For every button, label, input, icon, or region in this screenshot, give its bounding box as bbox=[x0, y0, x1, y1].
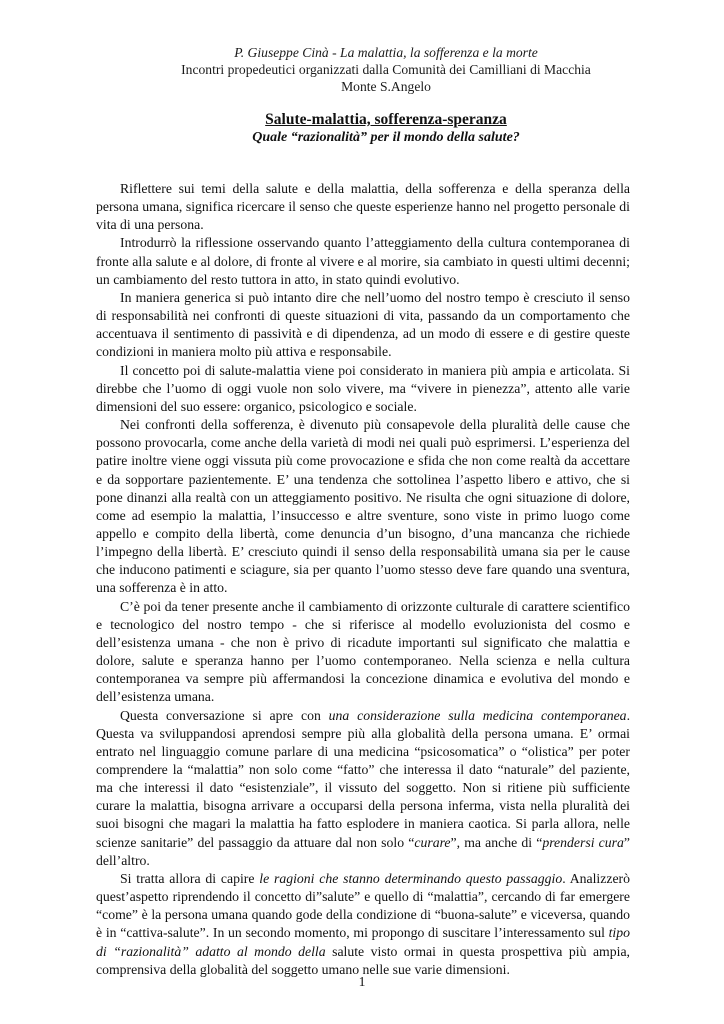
body-paragraph bbox=[96, 870, 630, 979]
paragraph-text: Riflettere sui temi della salute e della malattia, della sofferenza e della speranza della persona umana, significa ricercare il senso che queste esperienze hanno nel progetto personale di vita di una persona. bbox=[96, 181, 630, 233]
header-author-line: P. Giuseppe Cinà - La malattia, la sofferenza e la morte bbox=[234, 45, 538, 60]
paragraph-text: . Analizzerò quest’aspetto riprendendo il concetto di”salute” e quello di “malattia”, cercando di far emergere “come” è la persona umana quando gode della condizione di “buona-salute” e viceversa, quando è in “cattiva-salute”. In un secondo momento, mi propongo di suscitare l’interessamento sul bbox=[96, 870, 630, 941]
page-number: 1 bbox=[358, 974, 366, 989]
body-paragraph bbox=[96, 289, 630, 362]
paragraph-italic-text: curare bbox=[414, 834, 451, 850]
document-subtitle: Quale “razionalità” per il mondo della salute? bbox=[252, 130, 520, 145]
body-paragraph bbox=[96, 234, 630, 288]
paragraph-text: ” dell’altro. bbox=[96, 834, 630, 868]
paragraph-text: Introdurrò la riflessione osservando quanto l’atteggiamento della cultura contemporanea di fronte alla salute e al dolore, di fronte al vivere e al morire, sia cambiato in questi ultimi decenni; un cambiamento del resto tuttora in atto, in stato quindi evolutivo. bbox=[96, 235, 630, 287]
paragraph-text: Nei confronti della sofferenza, è divenuto più consapevole della pluralità delle cause che possono provocarla, come anche della varietà di modi nei quali può esprimersi. L’esperienza del patire inoltre viene oggi vissuta più come provocazione e sfida che non come realtà da accettare e da sopportare pazientemente. E’ una tendenza che sottolinea l’aspetto libero e attivo, che si pone dinanzi alla realtà con un atteggiamento positivo. Ne risulta che ogni situazione di dolore, come ad esempio la malattia, l’insuccesso e altre sventure, sono viste in primo luogo come appello e compito della libertà, come denuncia d’un bisogno, d’una mancanza che richiede l’impegno della libertà. E’ cresciuto quindi il senso della responsabilità umana sia per le cause che inducono patimenti e sciagure, sia per quanto l’uomo stesso deve fare quando una sventura, una sofferenza è in atto. bbox=[96, 417, 630, 596]
header-location-line: Monte S.Angelo bbox=[341, 79, 431, 94]
body-paragraph bbox=[96, 707, 630, 870]
body-paragraph bbox=[96, 180, 630, 234]
paragraph-text: . Questa va sviluppandosi aprendosi sempre più alla globalità della persona umana. E’ ormai entrato nel linguaggio comune parlare di una medicina “psicosomatica” o “olistica” per poter comprendere la “malattia” non solo come “fatto” che interessa il dato “naturale” del paziente, ma che interessi il dato “esistenziale”, il vissuto del soggetto. Non si ritiene più sufficiente curare la malattia, bisogna arrivare a occuparsi della persona inferma, vista nella pluralità dei suoi bisogni che magari la malattia ha fatto esplodere in maniera caotica. Si parla allora, nelle scienze sanitarie” del passaggio da attuare dal non solo “ bbox=[96, 707, 630, 850]
page-header bbox=[96, 44, 676, 95]
paragraph-italic-text: una considerazione sulla medicina contemporanea bbox=[328, 707, 627, 723]
document-title: Salute-malattia, sofferenza-speranza bbox=[265, 111, 507, 128]
header-organizer-line: Incontri propedeutici organizzati dalla Comunità dei Camilliani di Macchia bbox=[181, 62, 591, 77]
paragraph-text: Si tratta allora di capire bbox=[120, 870, 260, 886]
paragraph-italic-text: le ragioni che stanno determinando questo passaggio bbox=[259, 870, 563, 886]
paragraph-italic-text: tipo di “razionalità” adatto al mondo della bbox=[96, 925, 630, 959]
paragraph-text: Il concetto poi di salute-malattia viene poi considerato in maniera più ampia e articolata. Si direbbe che l’uomo di oggi vuole non solo vivere, ma “vivere in pienezza”, attento alle varie dimensioni del suo essere: organico, psicologico e sociale. bbox=[96, 362, 630, 414]
paragraph-italic-text: prendersi cura bbox=[542, 834, 624, 850]
paragraph-text: salute visto ormai in questa prospettiva più ampia, comprensiva della globalità del soggetto umano nelle sue varie dimensioni. bbox=[96, 943, 630, 977]
paragraph-text: ”, ma anche di “ bbox=[450, 834, 543, 850]
title-block bbox=[96, 110, 676, 147]
body-paragraph bbox=[96, 416, 630, 598]
paragraph-text: C’è poi da tener presente anche il cambiamento di orizzonte culturale di carattere scientifico e tecnologico del nostro tempo - che si riferisce al modello evoluzionista del cosmo e dell’esistenza umana - che non è privo di ricadute importanti sul significato che malattia e dolore, salute e speranza hanno per l’uomo contemporaneo. Nella scienza e nella cultura contemporanea va sempre più affermandosi la concezione dinamica e evolutiva del mondo e dell’esistenza umana. bbox=[96, 598, 630, 705]
body-paragraph bbox=[96, 362, 630, 416]
body-paragraph bbox=[96, 598, 630, 707]
paragraph-text: In maniera generica si può intanto dire che nell’uomo del nostro tempo è cresciuto il senso di responsabilità nei confronti di queste situazioni di vita, passando da un comportamento che accentuava il sentimento di passività e di dipendenza, ad un modo di essere e di gestire queste condizioni in maniera molto più attiva e responsabile. bbox=[96, 289, 630, 360]
body-text bbox=[96, 180, 630, 979]
paragraph-text: Questa conversazione si apre con bbox=[120, 707, 329, 723]
